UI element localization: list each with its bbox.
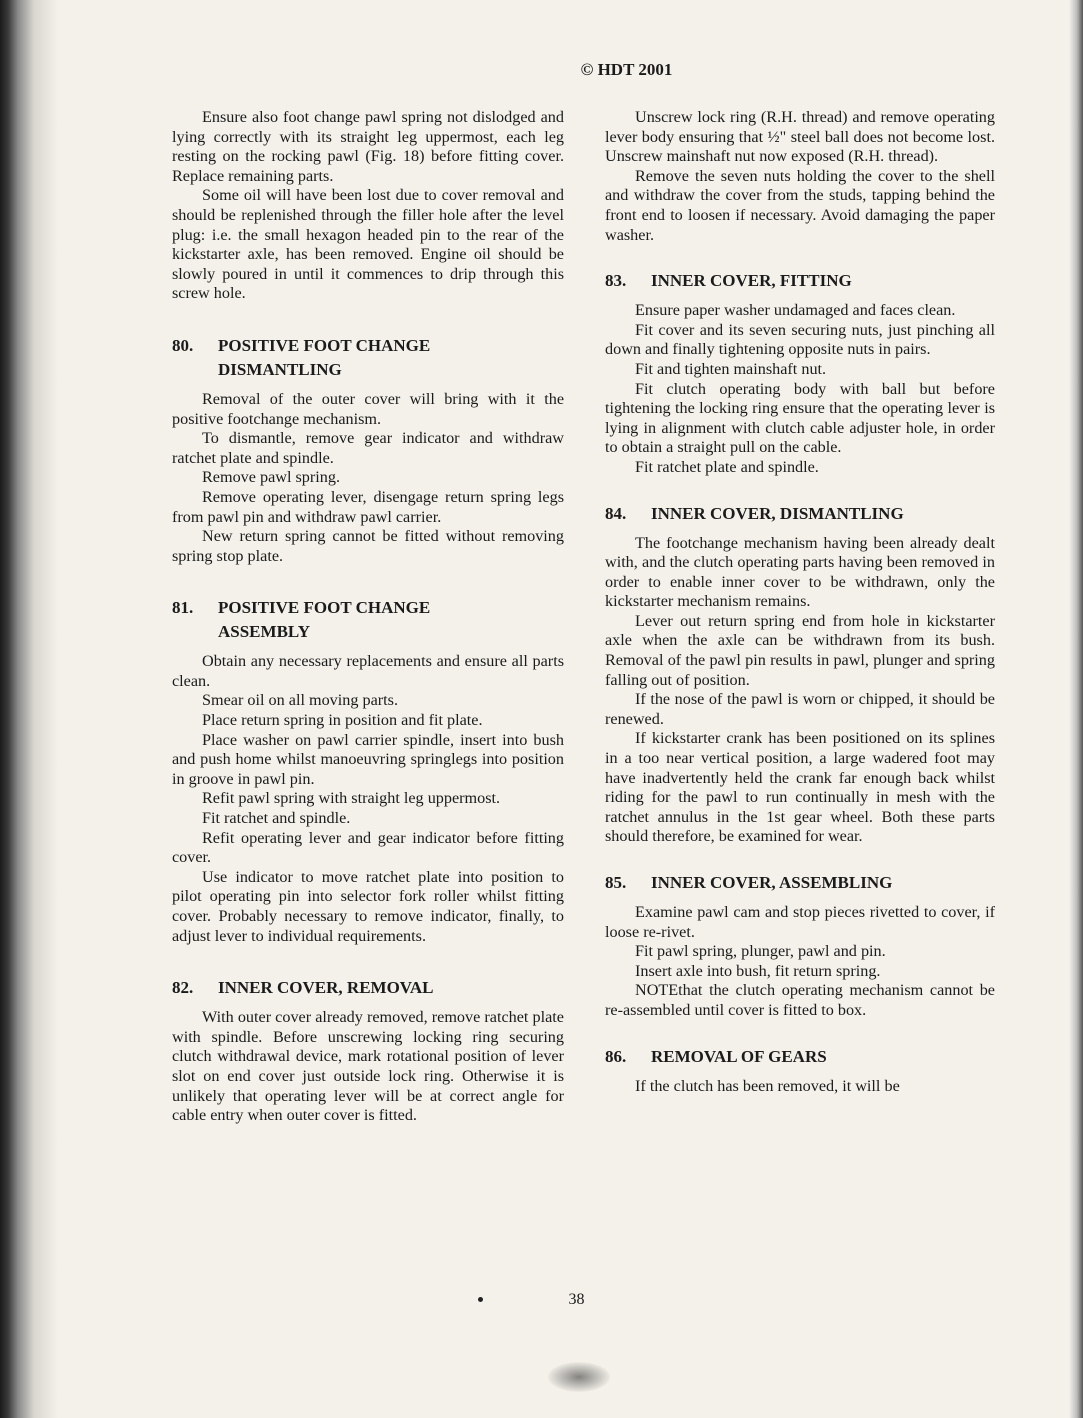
section-title: INNER COVER, REMOVAL — [218, 978, 434, 998]
scan-shadow-left — [0, 0, 58, 1418]
paragraph: Examine pawl cam and stop pieces rivetted to cover, if loose re-rivet. — [605, 903, 995, 941]
section-number: 80. — [172, 335, 194, 355]
section-title — [218, 334, 564, 382]
paragraph: Place return spring in position and fit plate. — [202, 711, 483, 730]
paragraph: Place washer on pawl carrier spindle, insert into bush and push home whilst manoeuvring springlegs into position in groove in pawl pin. — [172, 730, 564, 788]
paragraph: Some oil will have been lost due to cover removal and should be replenished through the filler hole after the level plug: i.e. the small hexagon headed pin to the rear of the kickstarter axle, has been removed. Engine oil should be slowly poured in until it commences to drip through this screw hole. — [172, 186, 564, 303]
section-number: 83. — [605, 271, 627, 291]
paragraph: Ensure also foot change pawl spring not dislodged and lying correctly with its straight leg uppermost, each leg resting on the rocking pawl (Fig. 18) before fitting cover. Replace remaining parts. — [172, 108, 564, 185]
page-number: 38 — [568, 1291, 585, 1308]
section-title: INNER COVER, DISMANTLING — [651, 503, 904, 523]
section-number: 81. — [172, 598, 194, 618]
section-number: 84. — [605, 503, 627, 523]
paragraph: Remove the seven nuts holding the cover to the shell and withdraw the cover from the studs, tapping behind the front end to loosen if necessary. Avoid damaging the paper washer. — [605, 166, 995, 244]
scan-shadow-right — [1069, 0, 1083, 1418]
paragraph: Remove operating lever, disengage return spring legs from pawl pin and withdraw pawl carrier. — [172, 487, 564, 526]
left-column — [172, 108, 564, 1126]
paragraph: The footchange mechanism having been already dealt with, and the clutch operating parts having been removed in order to enable inner cover to be withdrawn, only the kickstarter mechanism remains. — [605, 533, 995, 611]
section-heading-84 — [605, 502, 995, 526]
section-title: INNER COVER, FITTING — [651, 271, 852, 291]
section-heading-85 — [605, 871, 995, 895]
section-title: INNER COVER, ASSEMBLING — [651, 873, 893, 892]
paragraph: To dismantle, remove gear indicator and withdraw ratchet plate and spindle. — [172, 429, 564, 467]
section-title-line1: POSITIVE FOOT CHANGE — [218, 335, 431, 355]
copyright-header: © HDT 2001 — [580, 60, 673, 79]
paragraph: Fit and tighten mainshaft nut. — [635, 359, 827, 378]
section-title — [218, 596, 564, 644]
section-number: 86. — [605, 1046, 627, 1066]
section-title-line2: DISMANTLING — [218, 359, 342, 379]
paragraph: Fit ratchet and spindle. — [202, 809, 351, 828]
paragraph: If the nose of the pawl is worn or chipped, it should be renewed. — [605, 690, 995, 728]
paragraph: With outer cover already removed, remove ratchet plate with spindle. Before unscrewing locking ring securing clutch withdrawal device, mark rotational position of lever slot on end cover just outside lock ring. Otherwise it is unlikely that operating lever will be at correct angle for cable entry when outer cover is fitted. — [172, 1008, 564, 1125]
paragraph: New return spring cannot be fitted without removing spring stop plate. — [172, 527, 564, 565]
right-column — [605, 108, 995, 1096]
section-heading-82 — [172, 976, 564, 1000]
paragraph: Ensure paper washer undamaged and faces clean. — [635, 301, 956, 320]
section-number: 85. — [605, 873, 627, 892]
paragraph: Fit pawl spring, plunger, pawl and pin. — [635, 942, 886, 961]
paragraph: Fit cover and its seven securing nuts, just pinching all down and finally tightening opposite nuts in pairs. — [605, 320, 995, 359]
paragraph: Remove pawl spring. — [202, 468, 341, 487]
paragraph: If kickstarter crank has been positioned on its splines in a too near vertical position, a large wadered foot may have inadvertently held the crank far enough back whilst riding for the pawl to run continually in mesh with the ratchet annulus in the 1st gear wheel. Both these parts should therefore, be examined for wear. — [605, 729, 995, 846]
paragraph: If the clutch has been removed, it will be — [635, 1076, 900, 1095]
section-title-line2: ASSEMBLY — [218, 622, 310, 642]
section-title: REMOVAL OF GEARS — [651, 1046, 827, 1066]
paragraph: Obtain any necessary replacements and ensure all parts clean. — [172, 652, 564, 690]
paragraph: Refit operating lever and gear indicator before fitting cover. — [172, 828, 564, 867]
section-title-line1: POSITIVE FOOT CHANGE — [218, 598, 431, 618]
section-heading-80 — [172, 334, 564, 382]
paragraph: Refit pawl spring with straight leg uppermost. — [202, 789, 501, 808]
paragraph: NOTEthat the clutch operating mechanism cannot be re-assembled until cover is fitted to box. — [605, 981, 995, 1019]
ink-smudge — [548, 1362, 610, 1392]
section-number: 82. — [172, 978, 194, 998]
paragraph: Fit clutch operating body with ball but before tightening the locking ring ensure that the operating lever is lying in alignment with clutch cable adjuster hole, in order to obtain a straight pull on the cable. — [605, 379, 995, 457]
paragraph: Lever out return spring end from hole in kickstarter axle when the axle can be withdrawn from its bush. Removal of the pawl pin results in pawl, plunger and spring falling out of position. — [605, 611, 995, 689]
paragraph: Fit ratchet plate and spindle. — [635, 457, 819, 476]
paragraph: Insert axle into bush, fit return spring. — [635, 961, 881, 980]
section-heading-86 — [605, 1045, 995, 1069]
paragraph: Use indicator to move ratchet plate into position to pilot operating pin into selector fork roller whilst fitting cover. Probably necessary to remove indicator, finally, to adjust lever to individual requirements. — [172, 867, 564, 945]
section-heading-81 — [172, 596, 564, 644]
paragraph: Unscrew lock ring (R.H. thread) and remove operating lever body ensuring that ½" steel ball does not become lost. Unscrew mainshaft nut now exposed (R.H. thread). — [605, 108, 995, 166]
paragraph: Removal of the outer cover will bring with it the positive footchange mechanism. — [172, 389, 564, 428]
section-heading-83 — [605, 269, 995, 293]
paragraph: Smear oil on all moving parts. — [202, 691, 399, 710]
